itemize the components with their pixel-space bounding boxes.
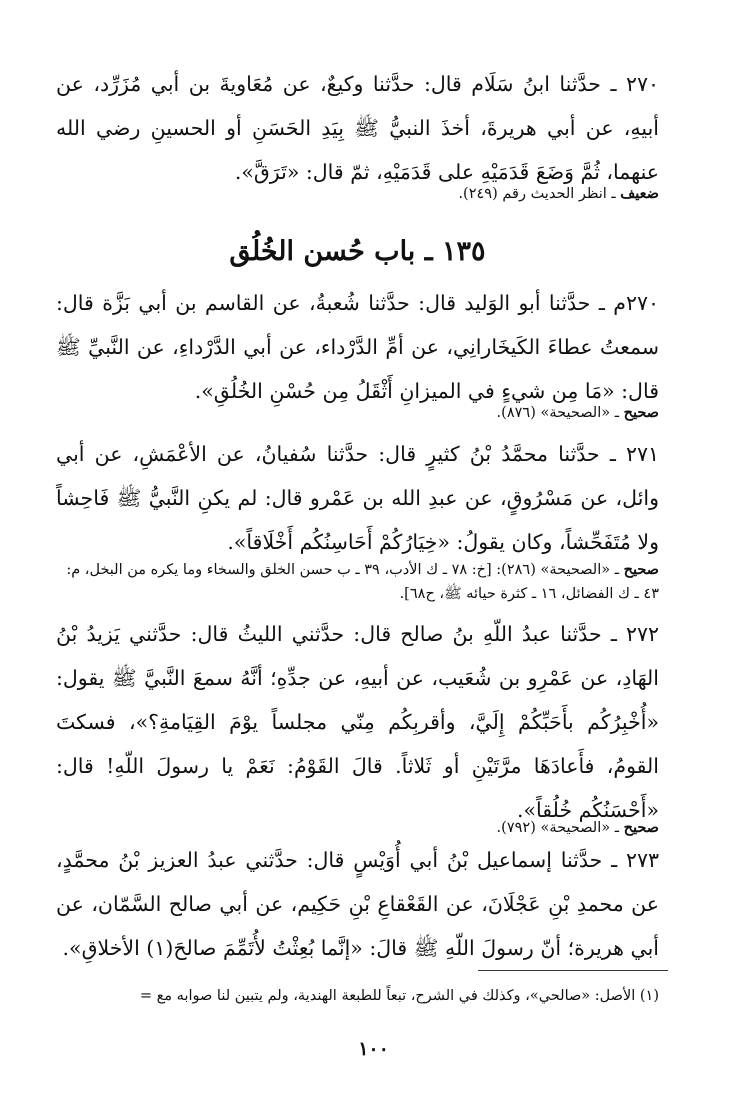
grade-reference: ـ انظر الحديث رقم (٢٤٩). bbox=[458, 186, 621, 202]
hadith-270: ٢٧٠ ـ حدَّثنا ابنُ سَلَام قال: حدَّثنا وكيعٌ، عن مُعَاويةَ بن أبي مُزَرِّد، عن أبيهِ، عن أبي هريرةَ، أخذَ النبيُّ ﷺ بِيَدِ الحَسَنِ أو الحسينِ رضي الله عنهما، ثُمَّ وَضَعَ قَدَمَيْهِ على قَدَمَيْهِ، ثمّ قال: «تَرَقَّ». bbox=[56, 72, 659, 184]
footnote: (١) الأصل: «صالحي»، وكذلك في الشرح، تبعاً للطبعة الهندية، ولم يتبين لنا صوابه مع = bbox=[139, 988, 659, 1004]
grade-reference: ـ «الصحيحة» (٨٧٦). bbox=[496, 405, 624, 421]
grade-label: صحيح bbox=[623, 819, 659, 836]
grade-271 bbox=[56, 558, 659, 606]
chapter-title: ١٣٥ ـ باب حُسن الخُلُق bbox=[229, 236, 486, 267]
grade-reference: ـ «الصحيحة» (٧٩٢). bbox=[496, 820, 624, 836]
page-number: ١٠٠ bbox=[358, 1038, 389, 1060]
footnote-separator bbox=[478, 970, 668, 971]
hadith-271: ٢٧١ ـ حدَّثنا محمَّدُ بْنُ كثيرٍ قال: حدَّثنا سُفيانُ، عن الأعْمَشِ، عن أبي وائل، عن مَسْرُوقٍ، عن عبدِ الله بن عَمْرو قال: لم يكنِ النَّبيُّ ﷺ فَاحِشاً ولا مُتَفَحِّشاً، وكان يقولُ: «خِيَارُكُمْ أَحَاسِنُكُم أَخْلَاقاً». bbox=[56, 442, 659, 554]
hadith-273: ٢٧٣ ـ حدَّثنا إسماعيل بْنُ أبي أُوَيْسٍ قال: حدَّثني عبدُ العزيز بْنُ محمَّدٍ، عن محمدِ بْنِ عَجْلَانَ، عن القَعْقاعِ بْنِ حَكِيم، عن أبي صالح السَّمّان، عن أبي هريرة؛ أنّ رسولَ اللّهِ ﷺ قالَ: «إنَّما بُعِثْتُ لأُتَمِّمَ صالحَ(١) الأخلاقِ». bbox=[56, 848, 659, 960]
hadith-272: ٢٧٢ ـ حدَّثنا عبدُ اللّهِ بنُ صالح قال: حدَّثني الليثُ قال: حدَّثني يَزيدُ بْنُ الهَادِ، عن عَمْرِو بن شُعَيب، عن أبيهِ، عن جدِّهِ؛ أنَّهُ سمعَ النَّبيَّ ﷺ يقول: «أُخْبِرُكُم بأَحَبِّكُمْ إِلَيَّ، وأقربِكُم مِنّي مجلساً يوْمَ القِيَامةِ؟»، فسكتَ القومُ، فأَعادَهَا مرَّتَيْنِ أو ثَلاثاً. قالَ القَوْمُ: نَعَمْ يا رسولَ اللّهِ! قال: «أَحْسَنُكُم خُلُقاً». bbox=[56, 622, 659, 822]
grade-label: صحيح bbox=[623, 561, 659, 578]
grade-270 bbox=[56, 182, 659, 206]
grade-270m bbox=[56, 401, 659, 425]
grade-272 bbox=[56, 816, 659, 840]
grade-label: ضعيف bbox=[620, 185, 659, 202]
grade-reference: ـ «الصحيحة» (٢٨٦): [خ: ٧٨ ـ ك الأدب، ٣٩ ـ ب حسن الخلق والسخاء وما يكره من البخل، م: ٤٣ ـ ك الفضائل، ١٦ ـ كثرة حيائه ﷺ، ح٦٨]. bbox=[66, 562, 659, 602]
grade-label: صحيح bbox=[623, 404, 659, 421]
hadith-270m: ٢٧٠م ـ حدَّثنا أبو الوَليد قال: حدَّثنا شُعبةُ، عن القاسم بن أبي بَزَّة قال: سمعتُ عطاءَ الكَيخَارانِي، عن أمِّ الدَّرْداء، عن أبي الدَّرْداءِ، عن النَّبيِّ ﷺ قال: «مَا مِن شيءٍ في الميزانِ أَثْقَلُ مِن حُسْنِ الخُلُقِ». bbox=[56, 291, 659, 403]
